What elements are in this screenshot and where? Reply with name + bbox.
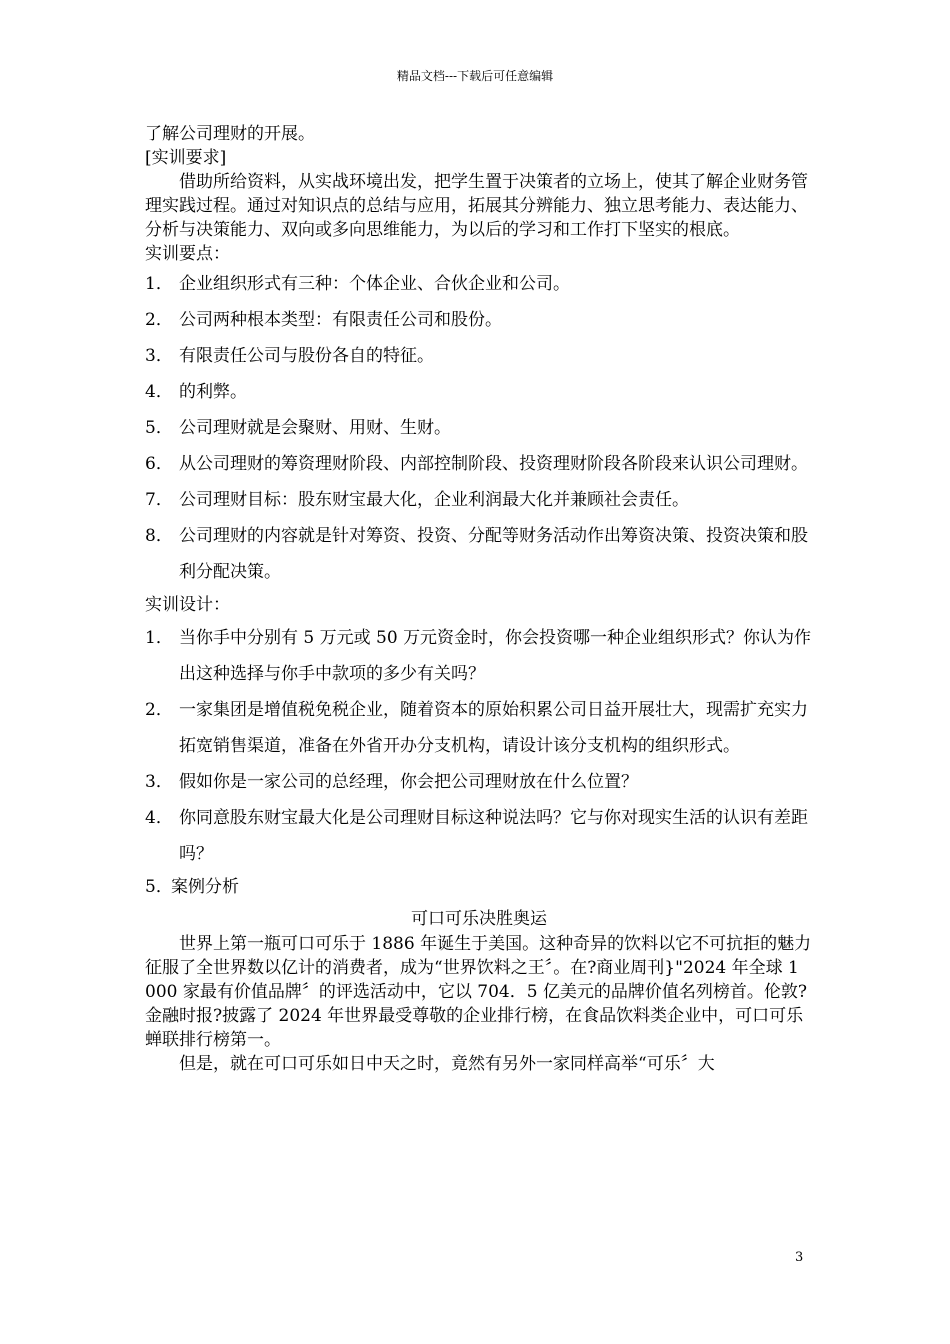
list-item-text: 假如你是一家公司的总经理，你会把公司理财放在什么位置？ bbox=[179, 772, 638, 792]
list-item bbox=[145, 302, 813, 338]
design-heading: 实训设计： bbox=[145, 595, 230, 615]
intro-line: 了解公司理财的开展。 bbox=[145, 124, 315, 144]
list-item-text: 你同意股东财宝最大化是公司理财目标这种说法吗？它与你对现实生活的认识有差距吗？ bbox=[179, 808, 808, 864]
list-item-number: 3． bbox=[145, 346, 173, 366]
list-item-number: 5． bbox=[145, 418, 173, 438]
list-item-text: 有限责任公司与股份各自的特征。 bbox=[179, 346, 434, 366]
list-item-text: 公司理财目标：股东财宝最大化，企业利润最大化并兼顾社会责任。 bbox=[179, 490, 689, 510]
list-item bbox=[145, 518, 813, 590]
list-item-text: 一家集团是增值税免税企业，随着资本的原始积累公司日益开展壮大，现需扩充实力拓宽销售渠道，准备在外省开办分支机构，请设计该分支机构的组织形式。 bbox=[179, 700, 808, 756]
list-item bbox=[145, 482, 813, 518]
page-header: 精品文档---下载后可任意编辑 bbox=[396, 69, 554, 83]
list-item-number: 4． bbox=[145, 808, 173, 828]
list-item-text: 公司理财的内容就是针对筹资、投资、分配等财务活动作出筹资决策、投资决策和股利分配决策。 bbox=[179, 526, 808, 582]
page-number: 3 bbox=[795, 1250, 804, 1265]
list-item-number: 1． bbox=[145, 628, 173, 648]
list-item-number: 4． bbox=[145, 382, 173, 402]
points-heading: 实训要点： bbox=[145, 244, 230, 264]
list-item bbox=[145, 410, 813, 446]
list-item bbox=[145, 800, 813, 872]
list-item bbox=[145, 374, 813, 410]
list-item-text: 公司理财就是会聚财、用财、生财。 bbox=[179, 418, 451, 438]
list-item-number: 6． bbox=[145, 454, 173, 474]
design-list bbox=[145, 620, 813, 902]
list-item-text: 从公司理财的筹资理财阶段、内部控制阶段、投资理财阶段各阶段来认识公司理财。 bbox=[179, 454, 808, 474]
points-list bbox=[145, 266, 813, 590]
list-item-number: 3． bbox=[145, 772, 173, 792]
list-item-number: 5． bbox=[145, 877, 173, 897]
list-item bbox=[145, 872, 813, 902]
list-item-text: 案例分析 bbox=[171, 877, 239, 897]
list-item bbox=[145, 338, 813, 374]
requirements-paragraph: 借助所给资料，从实战环境出发，把学生置于决策者的立场上，使其了解企业财务管理实践过程。通过对知识点的总结与应用，拓展其分辨能力、独立思考能力、表达能力、分析与决策能力、双向或多向思维能力，为以后的学习和工作打下坚实的根底。 bbox=[145, 172, 808, 240]
list-item-number: 2． bbox=[145, 700, 173, 720]
case-paragraph: 世界上第一瓶可口可乐于 1886 年诞生于美国。这种奇异的饮料以它不可抗拒的魅力征服了全世界数以亿计的消费者，成为“世界饮料之王〞。在?商业周刊}"2024 年全球 1 000 家最有价值品牌〞的评选活动中，它以 704．5 亿美元的品牌价值名列榜首。伦敦?金融时报?披露了 2024 年世界最受尊敬的企业排行榜，在食品饮料类企业中，可口可乐蝉联排行榜第一。 bbox=[145, 934, 812, 1050]
list-item-number: 1． bbox=[145, 274, 173, 294]
case-title: 可口可乐决胜奥运 bbox=[411, 909, 547, 929]
list-item bbox=[145, 446, 813, 482]
list-item bbox=[145, 692, 813, 764]
list-item-number: 8． bbox=[145, 526, 173, 546]
list-item-text: 的利弊。 bbox=[179, 382, 247, 402]
case-paragraph: 但是，就在可口可乐如日中天之时，竟然有另外一家同样高举“可乐〞大 bbox=[179, 1054, 715, 1074]
list-item-text: 企业组织形式有三种：个体企业、合伙企业和公司。 bbox=[179, 274, 570, 294]
list-item-number: 2． bbox=[145, 310, 173, 330]
list-item bbox=[145, 266, 813, 302]
list-item bbox=[145, 764, 813, 800]
requirements-heading: [实训要求] bbox=[145, 148, 227, 168]
document-body bbox=[145, 122, 813, 1076]
list-item-text: 公司两种根本类型：有限责任公司和股份。 bbox=[179, 310, 502, 330]
list-item-text: 当你手中分别有 5 万元或 50 万元资金时，你会投资哪一种企业组织形式？你认为作出这种选择与你手中款项的多少有关吗？ bbox=[179, 628, 812, 684]
list-item-number: 7． bbox=[145, 490, 173, 510]
list-item bbox=[145, 620, 813, 692]
